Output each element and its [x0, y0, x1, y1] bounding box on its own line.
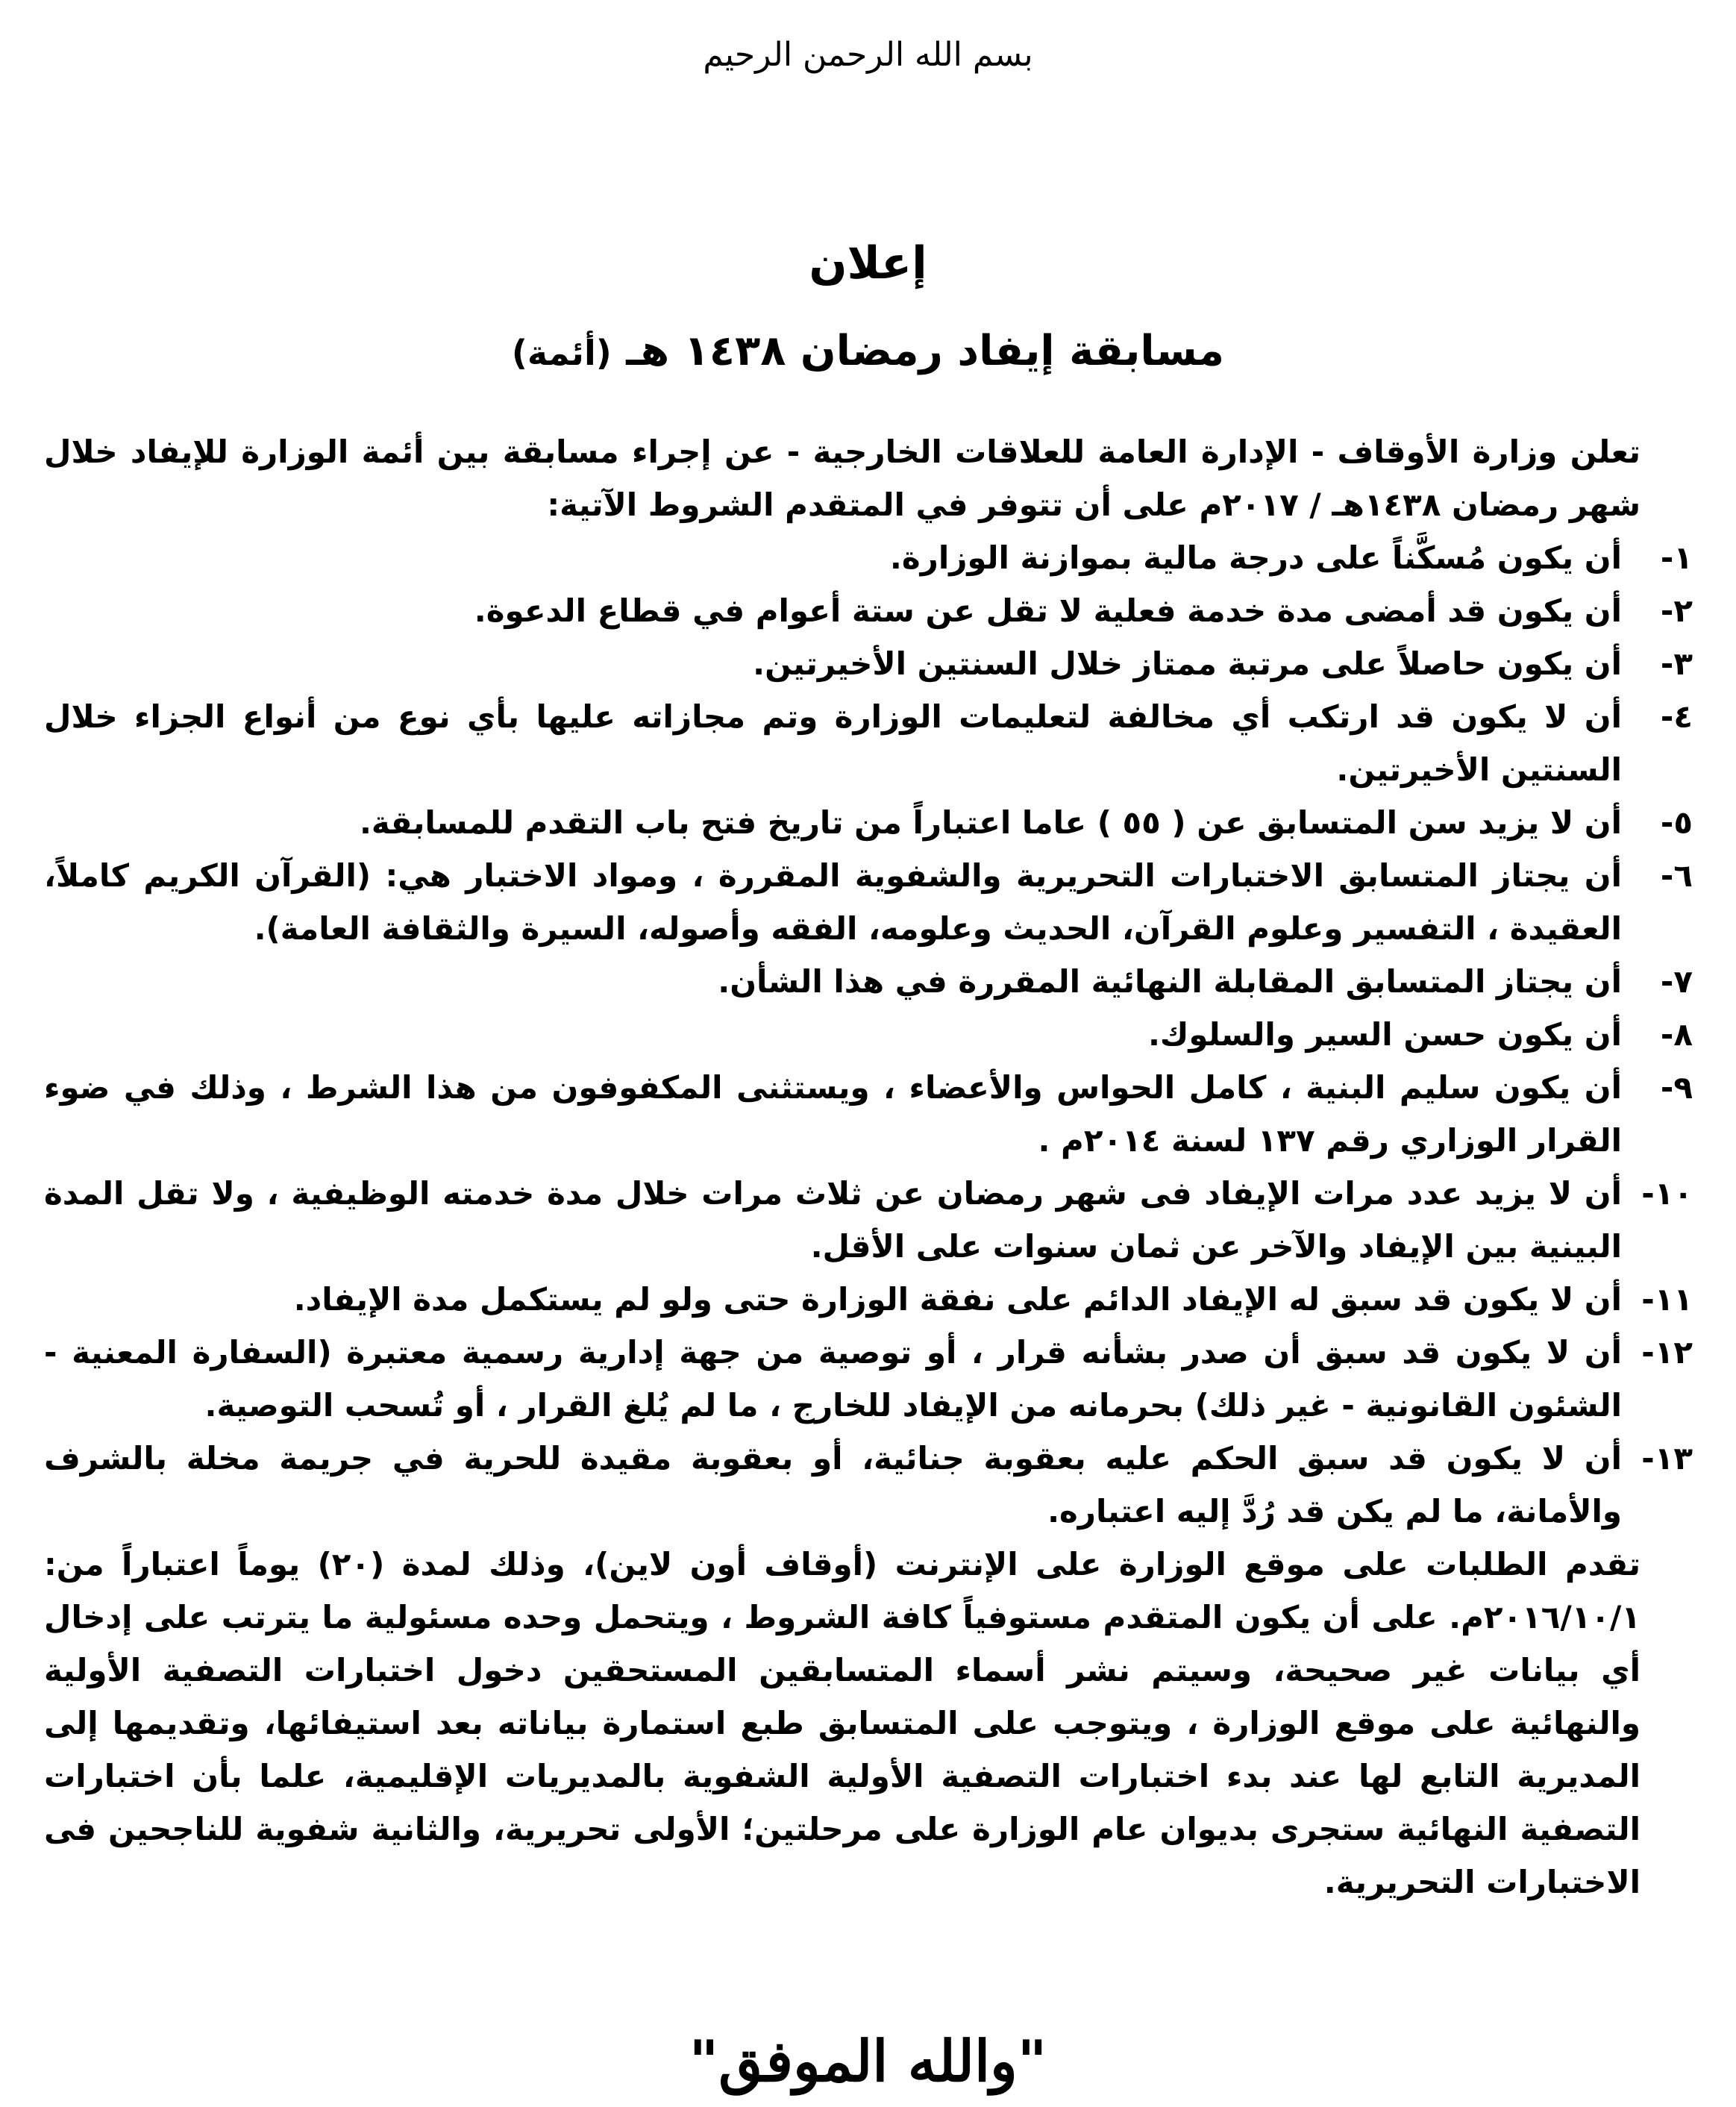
subtitle-text: مسابقة إيفاد رمضان ١٤٣٨ هـ [626, 327, 1225, 375]
condition-text: أن يكون سليم البنية ، كامل الحواس والأعضاء ، ويستثنى المكفوفون من هذا الشرط ، وذلك في ضوء القرار الوزاري رقم ١٣٧ لسنة ٢٠١٤م . [44, 1069, 1622, 1159]
condition-item [44, 584, 1693, 637]
condition-number: ١٣- [1641, 1440, 1693, 1477]
condition-item [44, 955, 1693, 1008]
condition-item [44, 1326, 1693, 1432]
condition-item [44, 637, 1693, 690]
condition-number: ١٠- [1641, 1175, 1693, 1212]
condition-text: أن لا يكون قد سبق له الإيفاد الدائم على نفقة الوزارة حتى ولو لم يستكمل مدة الإيفاد. [293, 1281, 1622, 1318]
condition-number: ٩- [1660, 1069, 1693, 1106]
condition-item [44, 531, 1693, 584]
condition-number: ٣- [1660, 645, 1693, 682]
announcement-body [44, 425, 1693, 1909]
application-instructions: تقدم الطلبات على موقع الوزارة على الإنترنت (أوقاف أون لاين)، وذلك لمدة (٢٠) يوماً اعتباراً من: ٢٠١٦/١٠/١م. على أن يكون المتقدم مستوفياً كافة الشروط ، ويتحمل وحده مسئولية ما يترتب على إدخال أي بيانات غير صحيحة، وسيتم نشر أسماء المتسابقين المستحقين دخول اختبارات التصفية الأولية والنهائية على موقع الوزارة ، ويتوجب على المتسابق طبع استمارة بياناته بعد استيفائها، وتقديمها إلى المديرية التابع لها عند بدء اختبارات التصفية الأولية الشفوية بالمديريات الإقليمية، علما بأن اختبارات التصفية النهائية ستجرى بديوان عام الوزارة على مرحلتين؛ الأولى تحريرية، والثانية شفوية للناجحين فى الاختبارات التحريرية. [44, 1546, 1641, 1900]
condition-number: ٦- [1660, 857, 1693, 894]
condition-item [44, 690, 1693, 796]
condition-text: أن يجتاز المتسابق المقابلة النهائية المقررة في هذا الشأن. [718, 963, 1622, 1000]
subtitle-category: (أئمة) [511, 333, 612, 373]
condition-item [44, 1008, 1693, 1061]
condition-item [44, 796, 1693, 849]
condition-item [44, 849, 1693, 955]
basmala: بسم الله الرحمن الرحيم [703, 36, 1033, 74]
condition-item [44, 1167, 1693, 1273]
condition-text: أن لا يزيد سن المتسابق عن ( ٥٥ ) عاما اعتباراً من تاريخ فتح باب التقدم للمسابقة. [359, 804, 1622, 841]
condition-number: ١- [1660, 539, 1693, 576]
page-title: إعلان [809, 237, 927, 289]
condition-text: أن يكون قد أمضى مدة خدمة فعلية لا تقل عن ستة أعوام في قطاع الدعوة. [474, 592, 1622, 629]
condition-item [44, 1273, 1693, 1326]
condition-text: أن يكون حسن السير والسلوك. [1147, 1016, 1622, 1053]
condition-text: أن يكون حاصلاً على مرتبة ممتاز خلال السنتين الأخيرتين. [753, 645, 1622, 682]
condition-number: ٢- [1660, 592, 1693, 629]
condition-item [44, 1061, 1693, 1167]
condition-text: أن لا يكون قد ارتكب أي مخالفة لتعليمات الوزارة وتم مجازاته عليها بأي نوع من أنواع الجزاء خلال السنتين الأخيرتين. [44, 698, 1622, 788]
condition-text: أن لا يزيد عدد مرات الإيفاد فى شهر رمضان عن ثلاث مرات خلال مدة خدمته الوظيفية ، ولا تقل المدة البينية بين الإيفاد والآخر عن ثمان سنوات على الأقل. [44, 1175, 1622, 1265]
condition-item [44, 1432, 1693, 1538]
condition-number: ١٢- [1641, 1334, 1693, 1371]
condition-number: ٨- [1660, 1016, 1693, 1053]
conditions-list [44, 531, 1693, 1538]
condition-text: أن يكون مُسكَّناً على درجة مالية بموازنة الوزارة. [889, 539, 1622, 576]
condition-text: أن لا يكون قد سبق الحكم عليه بعقوبة جنائية، أو بعقوبة مقيدة للحرية في جريمة مخلة بالشرف والأمانة، ما لم يكن قد رُدَّ إليه اعتباره. [44, 1440, 1622, 1530]
condition-number: ١١- [1641, 1281, 1693, 1318]
closing-phrase: "والله الموفق" [689, 2028, 1047, 2094]
condition-number: ٥- [1660, 804, 1693, 841]
condition-text: أن يجتاز المتسابق الاختبارات التحريرية والشفوية المقررة ، ومواد الاختبار هي: (القرآن الكريم كاملاً، العقيدة ، التفسير وعلوم القرآن، الحديث وعلومه، الفقه وأصوله، السيرة والثقافة العامة). [44, 857, 1622, 947]
condition-number: ٧- [1660, 963, 1693, 1000]
page-subtitle [0, 327, 1736, 375]
condition-text: أن لا يكون قد سبق أن صدر بشأنه قرار ، أو توصية من جهة إدارية رسمية معتبرة (السفارة المعنية - الشئون القانونية - غير ذلك) بحرمانه من الإيفاد للخارج ، ما لم يُلغ القرار ، أو تُسحب التوصية. [44, 1334, 1622, 1424]
condition-number: ٤- [1660, 698, 1693, 735]
intro-paragraph: تعلن وزارة الأوقاف - الإدارة العامة للعلاقات الخارجية - عن إجراء مسابقة بين أئمة الوزارة للإيفاد خلال شهر رمضان ١٤٣٨هـ / ٢٠١٧م على أن تتوفر في المتقدم الشروط الآتية: [44, 433, 1641, 523]
